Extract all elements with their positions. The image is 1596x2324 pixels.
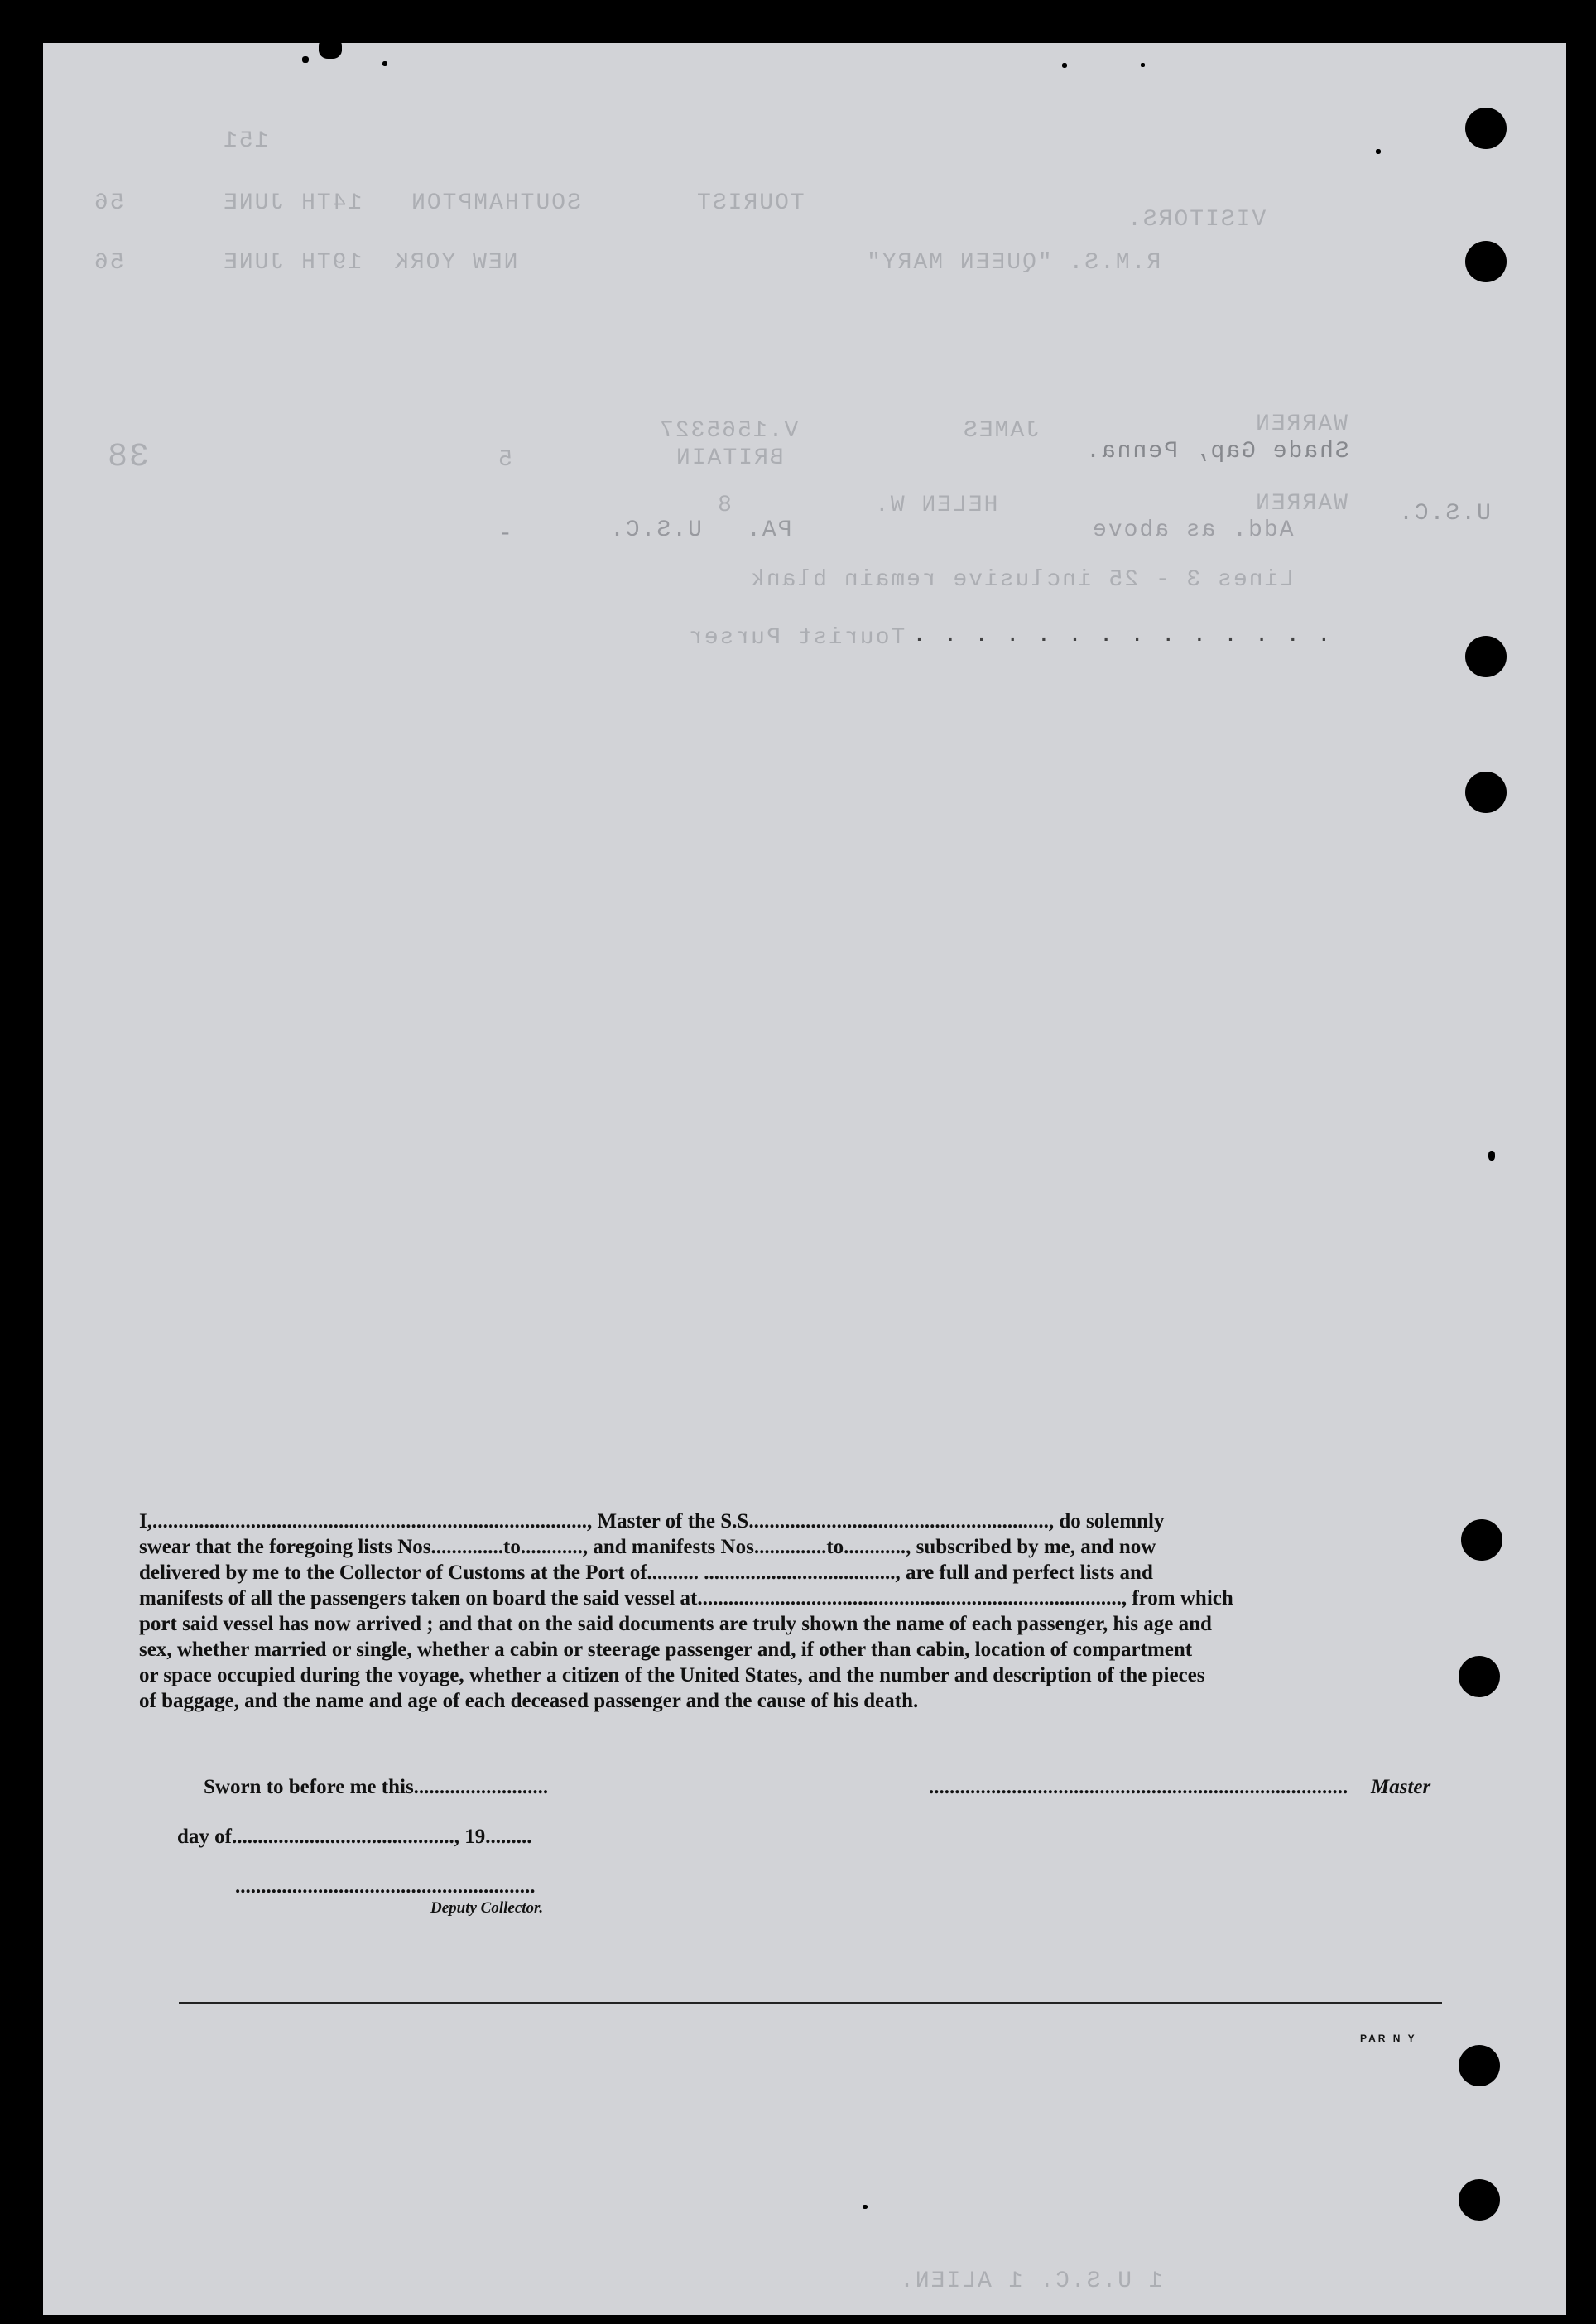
bleed-num-2: 8: [716, 493, 732, 518]
punch-hole: [1461, 1519, 1502, 1561]
bleed-state: PA.: [745, 517, 792, 543]
punch-hole: [1459, 1656, 1500, 1697]
bleed-surname: WARREN: [1254, 411, 1348, 437]
punch-hole: [1465, 772, 1507, 813]
bleed-surname-2: WARREN: [1254, 491, 1348, 517]
bleed-usc: U.S.C.: [608, 517, 702, 543]
oath-line: port said vessel has now arrived ; and that on the said documents are truly shown the name of each passenger, his age and: [139, 1613, 1212, 1635]
bleed-date-2: 19TH JUNE: [222, 250, 363, 276]
bleed-port-2: NEW YORK: [393, 250, 518, 276]
bleed-purser: Tourist Purser: [687, 625, 906, 651]
master-signature-line: .................................................................................: [929, 1776, 1348, 1798]
bleed-lines-note: Lines 3 - 25 inclusive remain blank: [749, 567, 1295, 593]
punch-hole: [1465, 636, 1507, 677]
bleed-class: TOURIST: [695, 190, 805, 216]
ink-speck: [863, 2205, 868, 2209]
ink-speck: [382, 61, 387, 66]
ink-speck: [319, 37, 342, 59]
day-line: day of..........................................., 19.........: [177, 1826, 532, 1848]
printer-mark: PAR N Y: [1360, 2033, 1417, 2044]
bleed-ref: 38: [106, 439, 150, 476]
manifest-page: [43, 43, 1566, 2315]
bleed-port: SOUTHAMPTON: [410, 190, 581, 216]
punch-hole: [1459, 2045, 1500, 2086]
bleed-row-count: 56: [93, 190, 124, 216]
ink-speck: [1141, 63, 1145, 67]
bleed-given-2: HELEN W.: [873, 493, 998, 518]
punch-hole: [1465, 108, 1507, 149]
footer-rule: [179, 2002, 1442, 2004]
bleed-address-2: Add. as above: [1091, 517, 1294, 543]
oath-line: or space occupied during the voyage, whether a citizen of the United States, and the number and description of the pieces: [139, 1664, 1205, 1686]
bleed-bottom: 1 U.S.C. 1 ALIEN.: [898, 2269, 1163, 2294]
ink-speck: [1062, 63, 1067, 68]
bleed-usc-right: U.S.C.: [1397, 501, 1491, 527]
bleed-visa: V.1565327: [658, 418, 799, 444]
oath-line: of baggage, and the name and age of each deceased passenger and the cause of his death.: [139, 1690, 919, 1712]
oath-line: delivered by me to the Collector of Customs at the Port of.......... ....................................., are full and perfect lists and: [139, 1561, 1153, 1584]
bleed-date: 14TH JUNE: [222, 190, 363, 216]
oath-line: manifests of all the passengers taken on board the said vessel at.................................................................................., from which: [139, 1587, 1233, 1609]
bleed-ship: R.M.S. "QUEEN MARY": [865, 250, 1161, 276]
bleed-num: 5: [497, 447, 512, 473]
bleed-country: BRITAIN: [675, 445, 784, 471]
bleed-address: Shade Gap, Penna.: [1084, 439, 1349, 464]
oath-line: swear that the foregoing lists Nos..............to............, and manifests Nos..............to............, subscribed by me, and now: [139, 1536, 1156, 1558]
bleed-purser-dots: . . . . . . . . . . . . . .: [911, 623, 1331, 648]
punch-hole: [1465, 241, 1507, 282]
bleed-page-number: 151: [222, 128, 269, 154]
ink-speck: [1488, 1151, 1495, 1161]
ink-speck: [302, 56, 309, 63]
bleed-row-count-2: 56: [93, 250, 124, 276]
oath-line: I,...................................................................................., Master of the S.S.........................................................., do solemnly: [139, 1510, 1165, 1532]
deputy-signature-line: ..........................................................: [235, 1875, 536, 1898]
bleed-visitors: VISITORS.: [1126, 207, 1267, 233]
sworn-line: Sworn to before me this..........................: [204, 1776, 549, 1798]
oath-line: sex, whether married or single, whether a cabin or steerage passenger and, if other than cabin, location of compartment: [139, 1638, 1193, 1661]
master-oath: [139, 1508, 1447, 1714]
deputy-collector-label: Deputy Collector.: [430, 1899, 544, 1917]
ink-speck: [1376, 149, 1381, 154]
bleed-given: JAMES: [962, 418, 1041, 444]
bleed-dash: -: [497, 522, 512, 547]
punch-hole: [1459, 2179, 1500, 2221]
master-label: Master: [1371, 1776, 1431, 1798]
